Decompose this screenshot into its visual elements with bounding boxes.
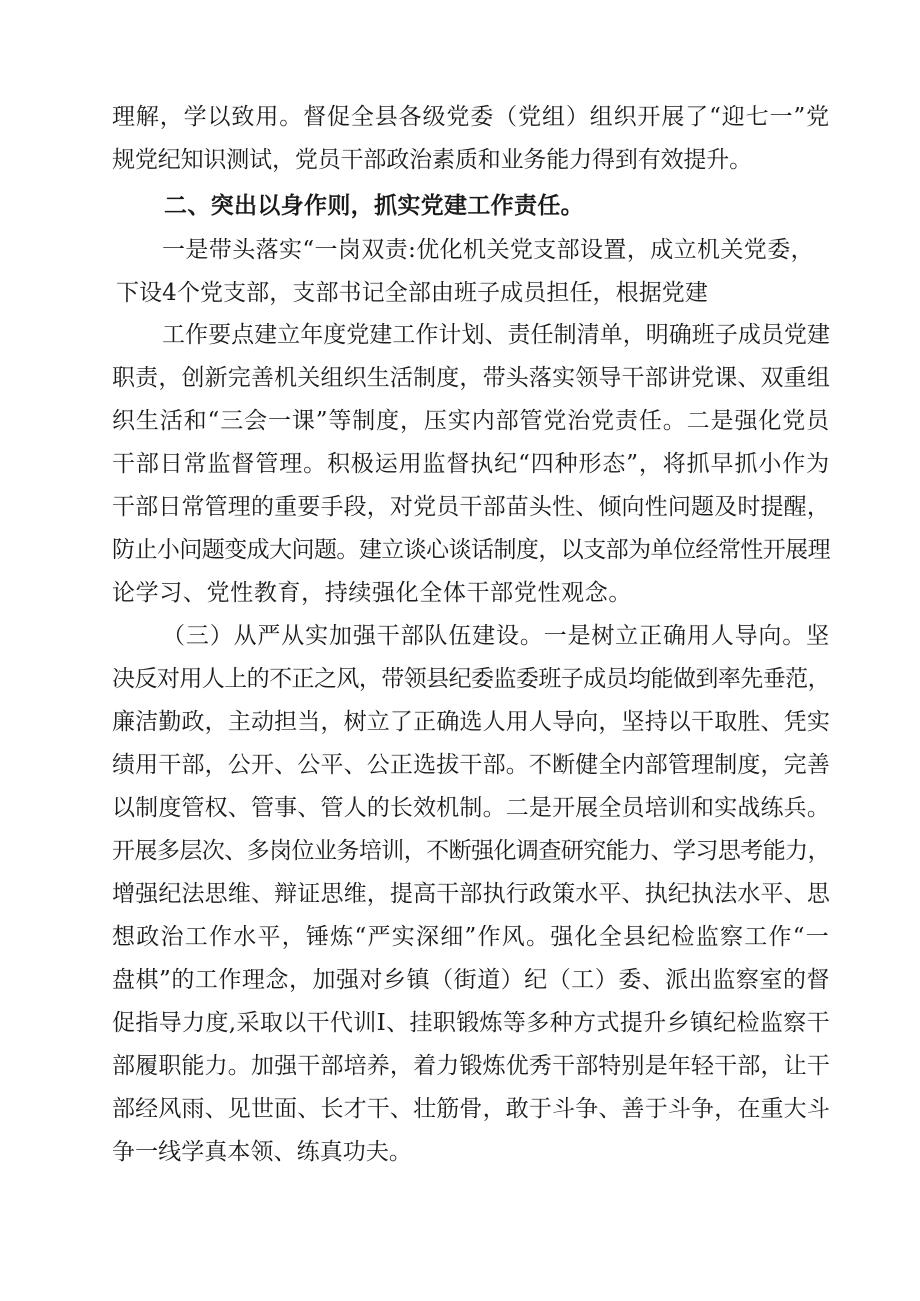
text-line: 工作要点建立年度党建工作计划、责任制清单，明确班子成员党建 bbox=[162, 322, 830, 348]
text-line: 织生活和“三会一课”等制度，压实内部管党治党责任。二是强化党员 bbox=[112, 408, 830, 434]
text-line: 干部日常监督管理。积极运用监督执纪“四种形态”，将抓早抓小作为 bbox=[112, 451, 830, 477]
text-line: 防止小问题变成大问题。建立谈心谈话制度，以支部为单位经常性开展理 bbox=[112, 537, 830, 563]
text-line: 职责，创新完善机关组织生活制度，带头落实领导干部讲党课、双重组 bbox=[112, 365, 830, 391]
text-line: 部经风雨、见世面、长才干、壮筋骨，敢于斗争、善于斗争，在重大斗 bbox=[112, 1096, 830, 1122]
text-line: 规党纪知识测试，党员干部政治素质和业务能力得到有效提升。 bbox=[112, 147, 753, 173]
text-line: 绩用干部，公开、公平、公正选拔干部。不断健全内部管理制度，完善 bbox=[112, 752, 830, 778]
text-line: 部履职能力。加强干部培养，着力锻炼优秀干部特别是年轻干部，让干 bbox=[112, 1053, 830, 1079]
text-line: 盘棋”的工作理念，加强对乡镇（街道）纪（工）委、派出监察室的督 bbox=[112, 967, 830, 993]
section-heading: 二、突出以身作则，抓实党建工作责任。 bbox=[164, 193, 584, 219]
text-line: 干部日常管理的重要手段，对党员干部苗头性、倾向性问题及时提醒， bbox=[112, 494, 830, 520]
text-line: 决反对用人上的不正之风，带领县纪委监委班子成员均能做到率先垂范， bbox=[112, 666, 830, 692]
section-heading-3: （三）从严从实加强干部队伍建设。一是树立正确用人导向。坚 bbox=[162, 623, 830, 649]
text-line: 争一线学真本领、练真功夫。 bbox=[112, 1139, 412, 1165]
text-line: 增强纪法思维、辩证思维，提高干部执行政策水平、执纪执法水平、思 bbox=[112, 881, 830, 907]
text-line: 下设4个党支部，支部书记全部由班子成员担任，根据党建 bbox=[116, 280, 708, 306]
text-line: 廉洁勤政，主动担当，树立了正确选人用人导向，坚持以干取胜、凭实 bbox=[112, 709, 830, 735]
text-line: 论学习、党性教育，持续强化全体干部党性观念。 bbox=[112, 580, 632, 606]
text-line: 想政治工作水平，锤炼“严实深细”作风。强化全县纪检监察工作“一 bbox=[112, 924, 830, 950]
text-line: 促指导力度,采取以干代训I、挂职锻炼等多种方式提升乡镇纪检监察干 bbox=[112, 1010, 830, 1036]
text-line: 理解，学以致用。督促全县各级党委（党组）组织开展了“迎七一”党 bbox=[112, 104, 830, 130]
text-line: 开展多层次、多岗位业务培训，不断强化调查研究能力、学习思考能力， bbox=[112, 838, 830, 864]
text-line: 一是带头落实“一岗双责:优化机关党支部设置，成立机关党委， bbox=[162, 237, 814, 263]
text-line: 以制度管权、管事、管人的长效机制。二是开展全员培训和实战练兵。 bbox=[112, 795, 830, 821]
